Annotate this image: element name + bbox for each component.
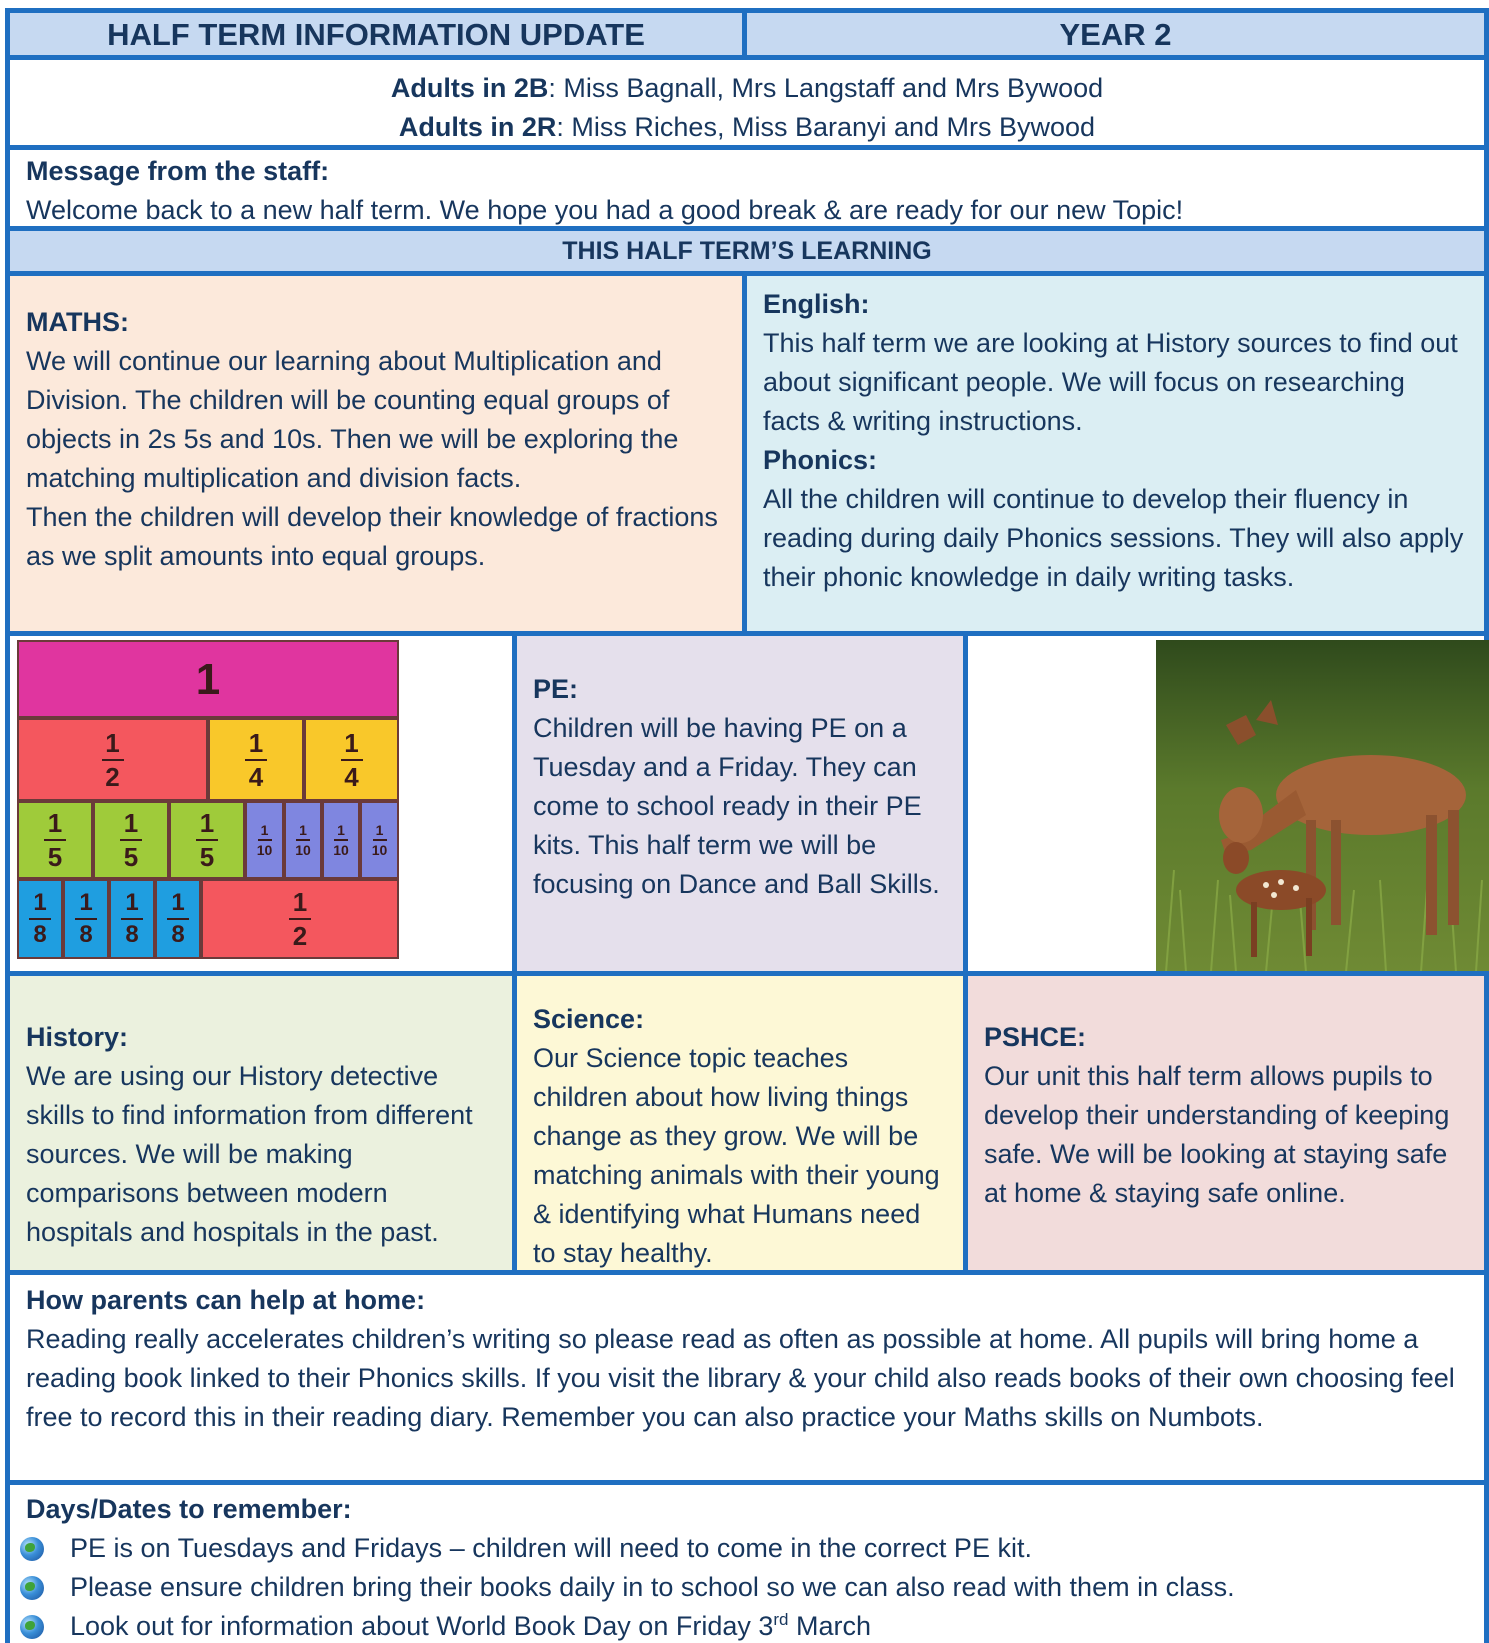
globe-bullet-icon (20, 1537, 44, 1561)
science-text: Our Science topic teaches children about how living things change as they grow. We will be matching animals with their young & identifying what Humans need to stay healthy. (533, 1043, 940, 1268)
fraction-row-halves-quarters (17, 718, 399, 801)
fraction-quarter (304, 718, 399, 801)
fraction-half (201, 879, 399, 959)
history-label: History: (26, 1022, 129, 1052)
fraction-wall-image (17, 640, 399, 972)
fraction-num: 1 (105, 727, 120, 758)
fraction-bar (245, 759, 267, 761)
fraction-tenth (245, 801, 284, 879)
fraction-eighth (63, 879, 109, 959)
header-year-cell (742, 8, 1489, 60)
pe-cell (512, 631, 968, 976)
fraction-half (17, 718, 208, 801)
fraction-num: 1 (171, 889, 185, 916)
adults-2b (10, 69, 1484, 108)
dates-cell (5, 1480, 1489, 1643)
fraction-den: 5 (47, 842, 63, 872)
english-cell (742, 271, 1489, 636)
fraction-den: 2 (292, 921, 308, 951)
fraction-num: 1 (47, 808, 63, 838)
fraction-den: 10 (295, 842, 311, 858)
fraction-bar (196, 839, 218, 841)
fraction-num: 1 (299, 822, 307, 838)
dates-item-3-post: March (788, 1611, 872, 1641)
fraction-bar (341, 759, 363, 761)
fraction-bar (258, 839, 272, 841)
fraction-tenth (322, 801, 360, 879)
fraction-quarter (208, 718, 304, 801)
pe-label: PE: (533, 674, 579, 704)
dates-item (10, 1529, 1484, 1568)
history-text: We are using our History detective skills to find information from different sources. We will be making comparisons between modern hospitals and hospitals in the past. (26, 1061, 473, 1247)
fraction-den: 2 (105, 761, 120, 792)
fraction-num: 1 (123, 808, 139, 838)
fraction-num: 1 (79, 889, 93, 916)
phonics-text: All the children will continue to develop their fluency in reading during daily Phonics sessions. They will also apply their phonic knowledge in daily writing tasks. (763, 484, 1464, 592)
pe-text: Children will be having PE on a Tuesday and a Friday. They can come to school ready in their PE kits. This half term we will be focusing on Dance and Ball Skills. (533, 713, 940, 899)
deer-and-fawn-photo (1156, 640, 1489, 972)
history-cell (5, 971, 517, 1275)
fraction-den: 10 (333, 842, 349, 858)
fraction-tenth (360, 801, 399, 879)
adults-2b-label: Adults in 2B (390, 73, 549, 103)
home-help-text: Reading really accelerates children’s writing so please read as often as possible at home. All pupils will bring home a reading book linked to their Phonics skills. If you visit the library & your child also reads books of their own choosing feel free to record this in their reading diary. Remember you can also practice your Maths skills on Numbots. (26, 1324, 1455, 1432)
pshce-label: PSHCE: (984, 1022, 1087, 1052)
fraction-tenth (284, 801, 322, 879)
header-year: YEAR 2 (1059, 17, 1172, 52)
dates-item-text: PE is on Tuesdays and Fridays – children will need to come in the correct PE kit. (70, 1533, 1032, 1563)
fraction-num: 1 (33, 889, 47, 916)
english-text: This half term we are looking at History sources to find out about significant people. We will focus on researching facts & writing instructions. (763, 328, 1458, 436)
fraction-den: 10 (371, 842, 388, 858)
fraction-bar (289, 918, 311, 920)
fraction-fifth (17, 801, 93, 879)
fraction-bar (373, 839, 387, 841)
fraction-bar (102, 759, 124, 761)
message-cell (5, 145, 1489, 231)
maths-cell (5, 271, 747, 636)
fraction-den: 8 (33, 921, 47, 948)
fraction-bar (296, 839, 310, 841)
fraction-num: 1 (344, 727, 359, 758)
fraction-bar (120, 839, 142, 841)
dates-item (10, 1568, 1484, 1607)
fraction-bar (75, 918, 97, 920)
fraction-whole (17, 640, 399, 718)
dates-item-text: Please ensure children bring their books daily in to school so we can also read with them in class. (70, 1572, 1235, 1602)
fraction-num: 1 (292, 887, 308, 917)
fraction-eighth (155, 879, 201, 959)
fraction-eighth (109, 879, 155, 959)
dates-label: Days/Dates to remember: (26, 1494, 352, 1524)
fraction-bar (29, 918, 51, 920)
fraction-row-whole (17, 640, 399, 718)
fraction-bar (44, 839, 66, 841)
adults-2r-text: : Miss Riches, Miss Baranyi and Mrs Bywood (556, 112, 1096, 142)
pshce-text: Our unit this half term allows pupils to develop their understanding of keeping safe. We will be looking at staying safe at home & staying safe online. (984, 1061, 1450, 1208)
science-label: Science: (533, 1004, 645, 1034)
adults-2b-text: : Miss Bagnall, Mrs Langstaff and Mrs Bywood (548, 73, 1104, 103)
fraction-row-fifths-tenths (17, 801, 399, 879)
pshce-cell (963, 971, 1489, 1275)
fraction-num: 1 (248, 727, 264, 758)
fraction-row-eighths-half (17, 879, 399, 959)
fraction-bar (334, 839, 348, 841)
maths-label: MATHS: (26, 307, 129, 337)
home-help-cell (5, 1270, 1489, 1485)
learning-header: THIS HALF TERM’S LEARNING (562, 237, 932, 265)
fraction-num: 1 (125, 889, 139, 916)
fraction-den: 5 (199, 842, 215, 872)
globe-bullet-icon (20, 1576, 44, 1600)
dates-item-3-pre: Look out for information about World Book Day on Friday 3 (70, 1611, 774, 1641)
fractions-image-cell (5, 631, 517, 976)
maths-text-1: We will continue our learning about Multiplication and Division. The children will be counting equal groups of objects in 2s 5s and 10s. Then we will be exploring the matching multiplication and division facts. (26, 346, 679, 493)
adults-cell (5, 55, 1489, 150)
dates-item-text (70, 1607, 871, 1643)
adults-2r-label: Adults in 2R (398, 112, 557, 142)
fraction-den: 10 (256, 842, 273, 858)
fraction-den: 5 (123, 842, 139, 872)
fraction-den: 8 (79, 921, 93, 948)
fraction-den: 4 (248, 761, 264, 792)
phonics-label: Phonics: (763, 445, 878, 475)
fraction-num: 1 (260, 822, 269, 838)
dates-item (10, 1607, 1484, 1643)
adults-2r (10, 108, 1484, 147)
header-title: HALF TERM INFORMATION UPDATE (107, 17, 645, 52)
fraction-den: 8 (125, 921, 139, 948)
message-label: Message from the staff: (26, 156, 330, 186)
fraction-den: 8 (171, 921, 185, 948)
fraction-whole-label: 1 (195, 654, 221, 704)
fraction-fifth (93, 801, 169, 879)
fraction-bar (121, 918, 143, 920)
english-label: English: (763, 289, 870, 319)
fraction-num: 1 (199, 808, 215, 838)
header-title-cell (5, 8, 747, 60)
maths-text-2: Then the children will develop their knowledge of fractions as we split amounts into equal groups. (26, 502, 718, 571)
dates-item-3-sup: rd (773, 1610, 789, 1629)
message-text: Welcome back to a new half term. We hope you had a good break & are ready for our new Topic! (26, 195, 1184, 225)
home-help-label: How parents can help at home: (26, 1285, 426, 1315)
globe-bullet-icon (20, 1615, 44, 1639)
learning-header-cell (5, 226, 1489, 276)
fraction-num: 1 (375, 822, 384, 838)
fraction-fifth (169, 801, 245, 879)
fraction-eighth (17, 879, 63, 959)
fraction-num: 1 (337, 822, 345, 838)
fraction-bar (167, 918, 189, 920)
science-cell (512, 971, 968, 1275)
fraction-den: 4 (344, 761, 359, 792)
